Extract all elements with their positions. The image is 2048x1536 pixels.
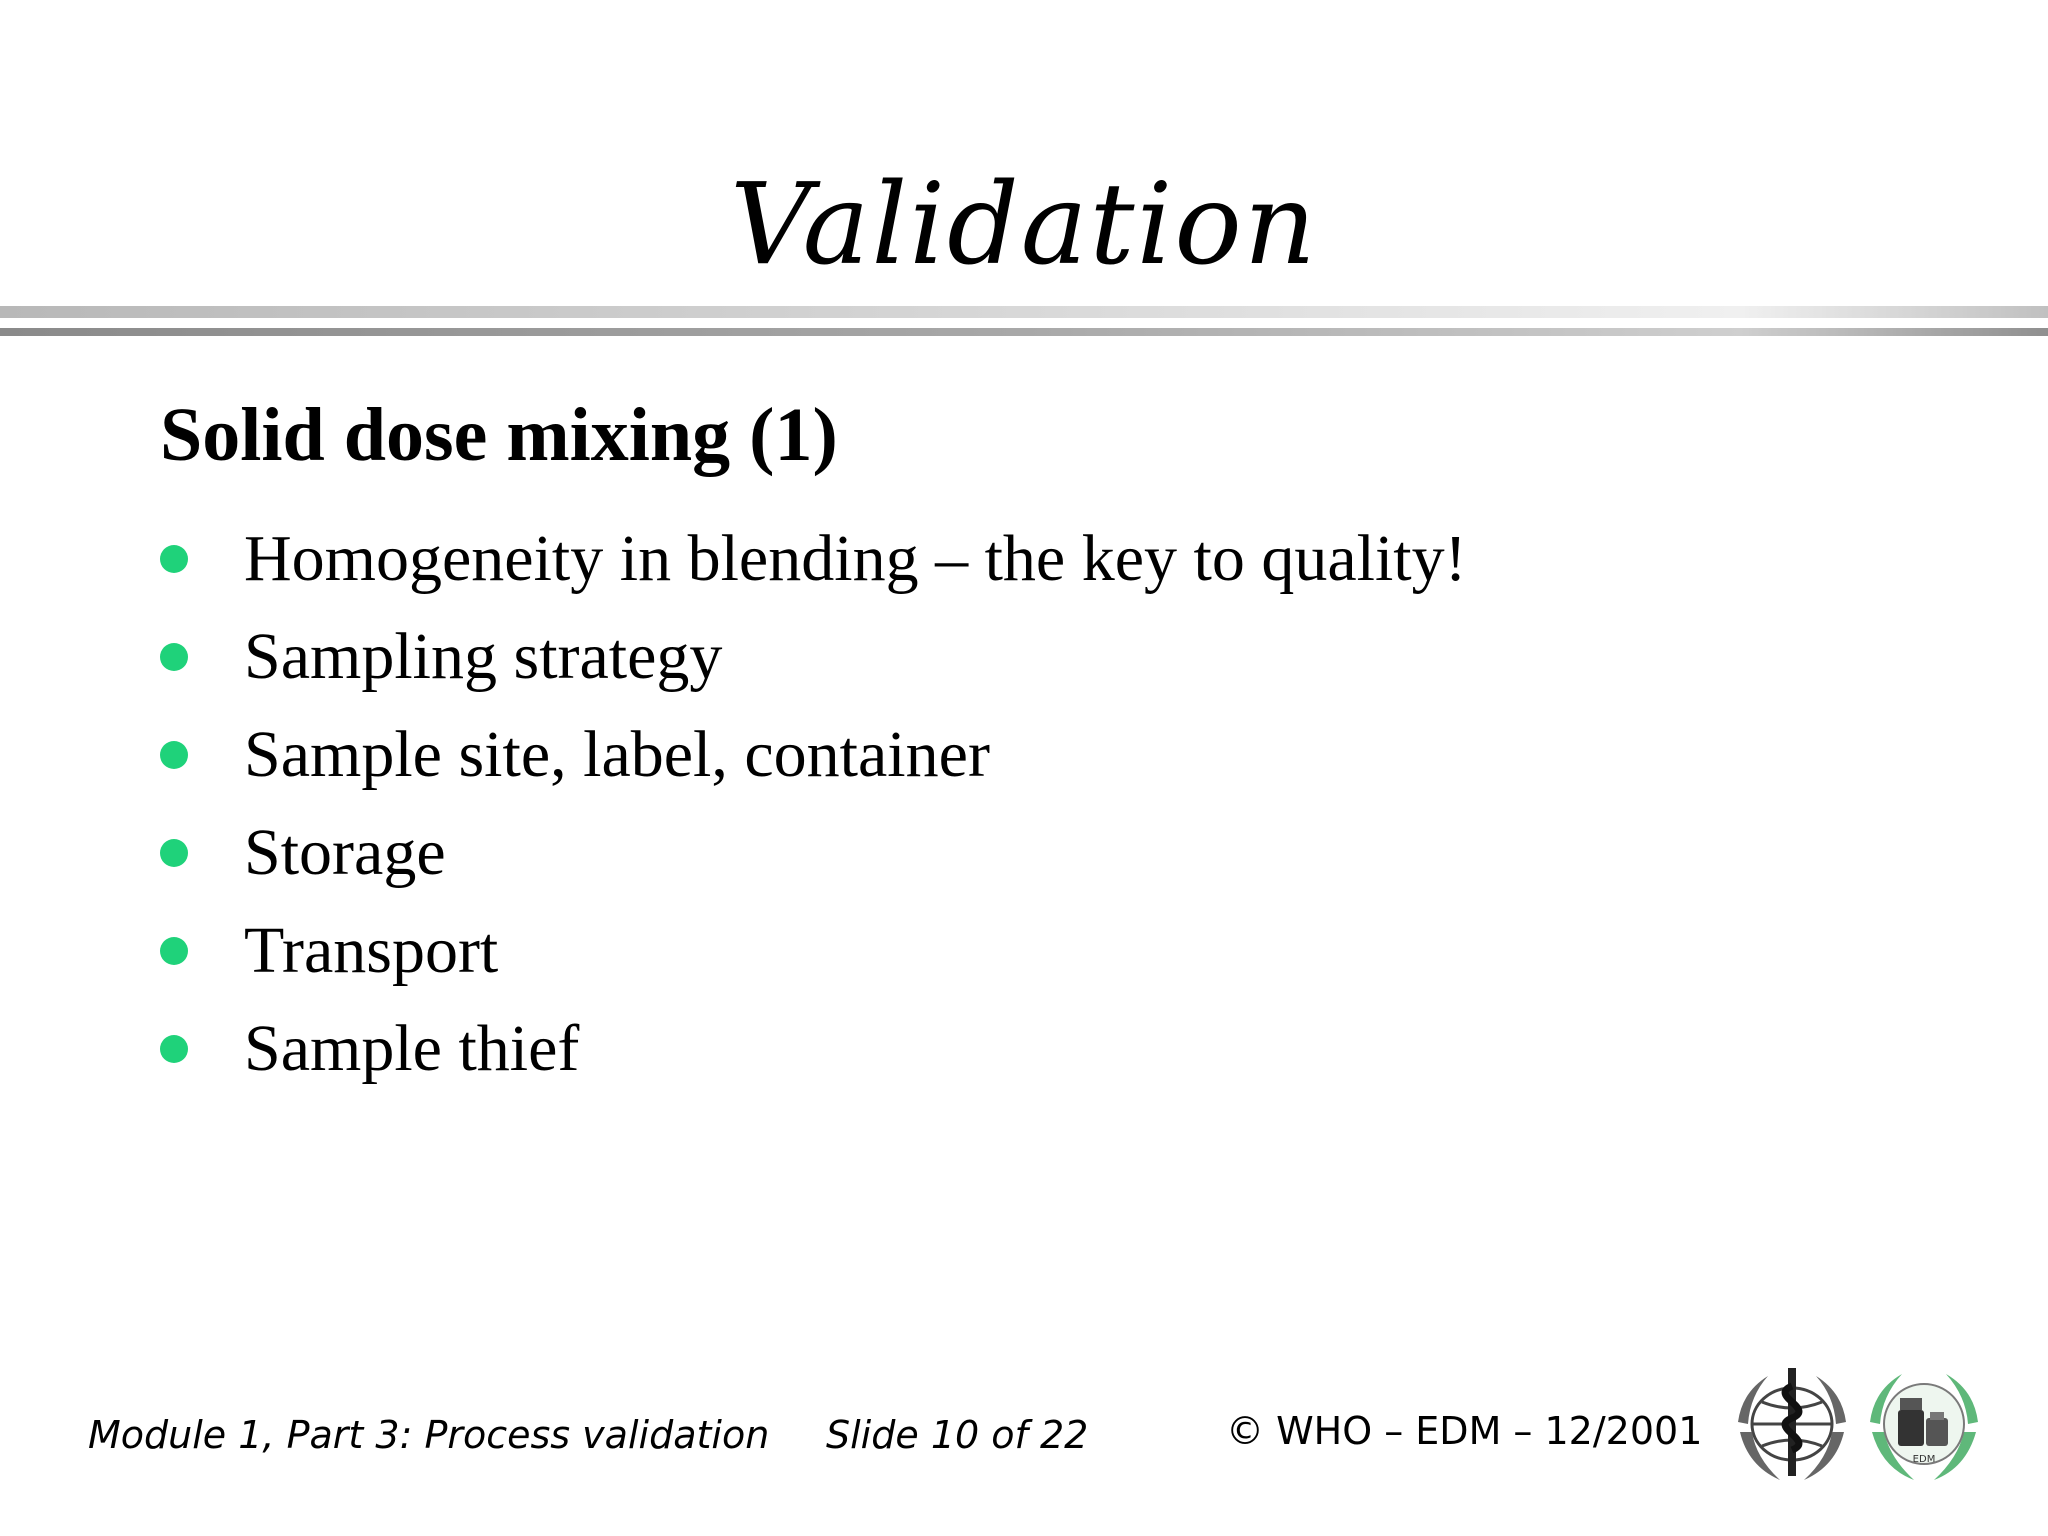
list-item-text: Sampling strategy <box>244 620 723 693</box>
list-item <box>160 706 1467 804</box>
list-item-text: Transport <box>244 914 499 987</box>
list-item <box>160 1000 1467 1098</box>
footer-slide-number: Slide 10 of 22 <box>826 1413 1089 1457</box>
list-item <box>160 510 1467 608</box>
list-item-text: Storage <box>244 816 446 889</box>
bullet-dot-icon <box>160 839 188 867</box>
section-heading: Solid dose mixing (1) <box>160 393 838 477</box>
list-item <box>160 608 1467 706</box>
who-emblem-icon <box>1728 1362 1856 1490</box>
bullet-dot-icon <box>160 643 188 671</box>
bullet-list <box>160 510 1467 1098</box>
slide-title: Validation <box>730 160 1318 290</box>
svg-text:EDM: EDM <box>1912 1454 1936 1465</box>
list-item-text: Sample site, label, container <box>244 718 990 791</box>
footer-copyright: © WHO – EDM – 12/2001 <box>1226 1409 1703 1453</box>
list-item <box>160 804 1467 902</box>
footer-module: Module 1, Part 3: Process validation <box>88 1413 770 1457</box>
bullet-dot-icon <box>160 545 188 573</box>
edm-emblem-icon <box>1860 1362 1988 1490</box>
title-divider <box>0 306 2048 340</box>
divider-lower-band <box>0 328 2048 336</box>
bullet-dot-icon <box>160 741 188 769</box>
list-item-text: Sample thief <box>244 1012 580 1085</box>
list-item <box>160 902 1467 1000</box>
bullet-dot-icon <box>160 937 188 965</box>
bullet-dot-icon <box>160 1035 188 1063</box>
list-item-text: Homogeneity in blending – the key to quality! <box>244 522 1467 595</box>
divider-upper-band <box>0 306 2048 318</box>
